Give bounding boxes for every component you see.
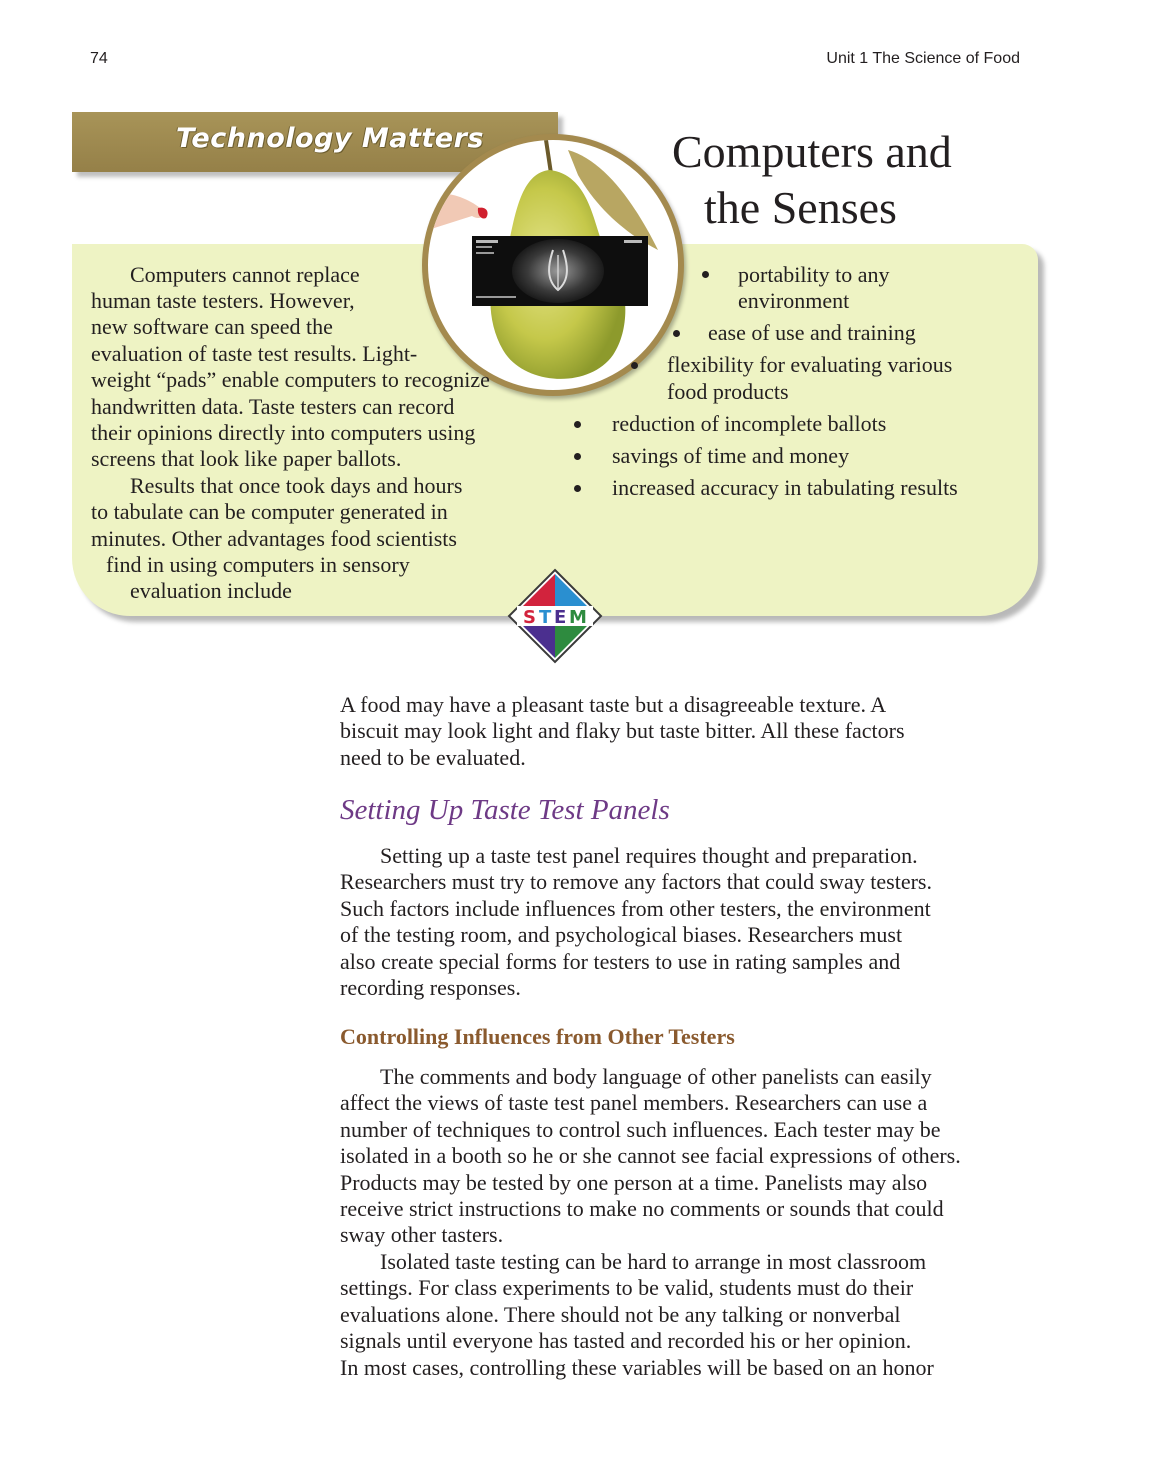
intro-line: need to be evaluated. xyxy=(340,744,526,770)
sidebar-body-line: minutes. Other advantages food scientists xyxy=(91,526,457,551)
sidebar-body-line: weight “pads” enable computers to recognize xyxy=(91,367,490,392)
para-line: Setting up a taste test panel requires thought and preparation. xyxy=(380,843,918,868)
sidebar-body-line: screens that look like paper ballots. xyxy=(91,446,402,471)
paragraph-influences xyxy=(340,1064,961,1249)
banner-text: Technology Matters xyxy=(176,123,484,154)
bullet-dot xyxy=(702,271,709,278)
para-line: receive strict instructions to make no comments or sounds that could xyxy=(340,1196,944,1222)
para-line: In most cases, controlling these variables will be based on an honor xyxy=(340,1354,934,1380)
bullet-dot xyxy=(574,485,581,492)
para-line: of the testing room, and psychological biases. Researchers must xyxy=(340,922,903,948)
stem-letter-e: E xyxy=(554,607,567,628)
bullet-dot xyxy=(673,330,680,337)
running-head: Unit 1 The Science of Food xyxy=(826,50,1020,67)
bullet-item: flexibility for evaluating various xyxy=(667,352,953,377)
paragraph-classroom xyxy=(340,1249,934,1381)
para-line: sway other tasters. xyxy=(340,1222,504,1248)
para-line: also create special forms for testers to use in rating samples and xyxy=(340,948,901,974)
bullet-dot xyxy=(574,421,581,428)
bullet-dot xyxy=(631,362,638,369)
pear-xray-image xyxy=(422,134,684,396)
para-line: settings. For class experiments to be valid, students must do their xyxy=(340,1275,914,1301)
sidebar-body-line: to tabulate can be computer generated in xyxy=(91,499,448,524)
intro-line: A food may have a pleasant taste but a disagreeable texture. A xyxy=(340,692,887,717)
para-line: Researchers must try to remove any factors that could sway testers. xyxy=(340,869,932,895)
para-line: evaluations alone. There should not be any talking or nonverbal xyxy=(340,1301,901,1327)
bullet-item-cont: food products xyxy=(667,379,789,404)
sidebar-title-line2: the Senses xyxy=(704,182,897,233)
page-number: 74 xyxy=(90,50,108,67)
stem-letter-t: T xyxy=(539,607,552,628)
para-line: recording responses. xyxy=(340,975,521,1001)
bullet-item: reduction of incomplete ballots xyxy=(612,411,887,436)
stem-letter-s: S xyxy=(523,607,536,628)
sidebar-body-line: their opinions directly into computers using xyxy=(91,420,476,445)
sidebar-body-line: human taste testers. However, xyxy=(91,288,355,313)
sidebar-body-line: evaluation of taste test results. Light- xyxy=(91,341,418,366)
pear-illustration xyxy=(428,140,678,390)
stem-letter-m: M xyxy=(569,607,587,628)
sidebar-body-line: handwritten data. Taste testers can record xyxy=(91,394,455,419)
bullet-dot xyxy=(574,453,581,460)
stem-badge xyxy=(507,568,603,664)
stem-t-quadrant xyxy=(555,574,587,606)
bullet-item: increased accuracy in tabulating results xyxy=(612,475,958,500)
sidebar-title-line1: Computers and xyxy=(672,126,952,177)
para-line: Such factors include influences from other testers, the environment xyxy=(340,895,931,921)
para-line: The comments and body language of other panelists can easily xyxy=(380,1064,932,1089)
sidebar-body-line: Computers cannot replace xyxy=(130,262,360,287)
para-line: affect the views of taste test panel members. Researchers can use a xyxy=(340,1090,928,1116)
subsection-heading: Controlling Influences from Other Testers xyxy=(340,1024,735,1049)
paragraph-setting-up xyxy=(340,843,932,1001)
bullet-item-cont: environment xyxy=(738,288,850,313)
bullet-item: portability to any xyxy=(738,262,890,287)
para-line: isolated in a booth so he or she cannot see facial expressions of others. xyxy=(340,1143,961,1169)
sidebar-body-line: Results that once took days and hours xyxy=(130,473,463,498)
intro-line: biscuit may look light and flaky but taste bitter. All these factors xyxy=(340,718,905,744)
para-line: number of techniques to control such influences. Each tester may be xyxy=(340,1116,941,1142)
sidebar-title xyxy=(672,124,1012,236)
intro-paragraph xyxy=(340,692,905,771)
sidebar-body-line: new software can speed the xyxy=(91,314,333,339)
stem-s-quadrant xyxy=(523,574,555,606)
stem-m-quadrant xyxy=(555,626,587,658)
bullet-item: ease of use and training xyxy=(708,320,916,345)
section-heading: Setting Up Taste Test Panels xyxy=(340,794,670,826)
sidebar-body-line: evaluation include xyxy=(130,578,292,603)
bullet-item: savings of time and money xyxy=(612,443,850,468)
stem-e-quadrant xyxy=(523,626,555,658)
para-line: Products may be tested by one person at a time. Panelists may also xyxy=(340,1169,928,1195)
sidebar-body-line: find in using computers in sensory xyxy=(106,552,410,577)
para-line: Isolated taste testing can be hard to arrange in most classroom xyxy=(380,1249,927,1274)
para-line: signals until everyone has tasted and recorded his or her opinion. xyxy=(340,1328,912,1354)
